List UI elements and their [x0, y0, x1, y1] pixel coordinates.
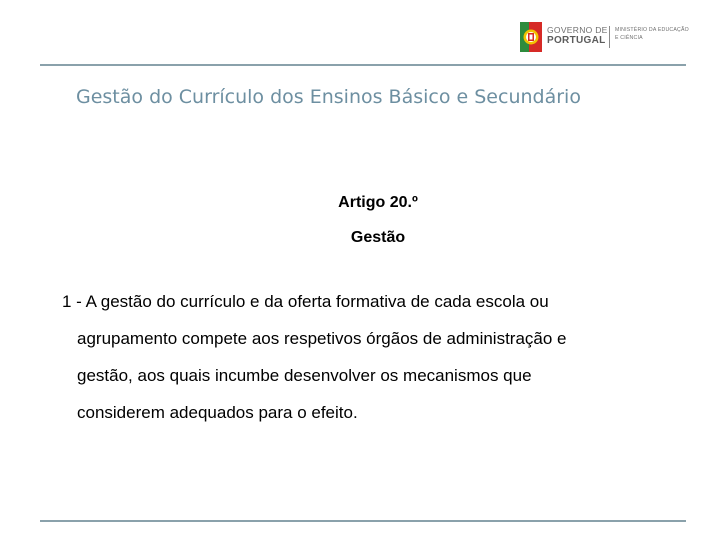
article-number: Artigo 20.º [338, 194, 418, 211]
portugal-emblem-icon [520, 22, 542, 52]
top-divider [40, 64, 686, 66]
article-paragraph [62, 291, 682, 439]
paragraph-line: agrupamento compete aos respetivos órgãos de administração e [77, 329, 567, 348]
paragraph-line: 1 - A gestão do currículo e da oferta formativa de cada escola ou [62, 292, 549, 311]
government-name [547, 25, 608, 47]
logo-line-1: GOVERNO DE [547, 25, 608, 35]
ministry-name [615, 27, 689, 42]
ministry-line-2: E CIÊNCIA [615, 34, 643, 41]
logo-divider [609, 26, 610, 48]
ministry-line-1: MINISTÉRIO DA EDUCAÇÃO [615, 27, 689, 33]
slide-title: Gestão do Currículo dos Ensinos Básico e Secundário [76, 86, 581, 108]
article-name: Gestão [350, 229, 406, 246]
bottom-divider [40, 520, 686, 522]
logo-line-2: PORTUGAL [547, 35, 606, 46]
government-logo [520, 22, 710, 52]
paragraph-line: gestão, aos quais incumbe desenvolver os mecanismos que [77, 366, 532, 385]
paragraph-line: considerem adequados para o efeito. [77, 403, 358, 422]
